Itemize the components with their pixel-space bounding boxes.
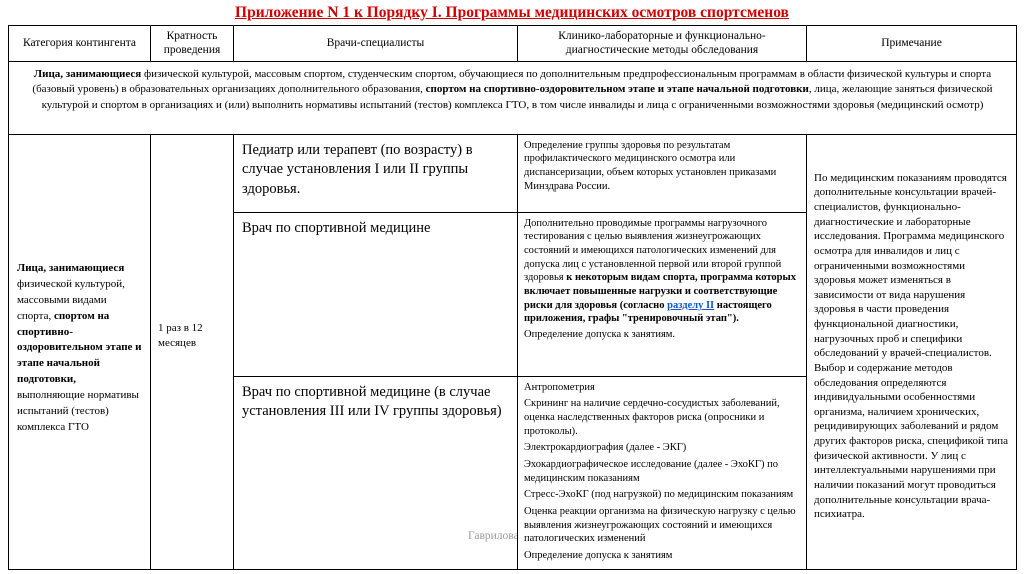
methods-cell-b — [518, 212, 807, 376]
method-item: Электрокардиография (далее - ЭКГ) — [524, 442, 687, 454]
page-title-text: Приложение N 1 к Порядку I. Программы медицинских осмотров спортсменов — [235, 4, 789, 21]
header-category: Категория контингента — [9, 26, 151, 62]
frequency-cell: 1 раз в 12 месяцев — [151, 134, 234, 570]
header-frequency: Кратность проведения — [151, 26, 234, 62]
header-methods: Клинико-лабораторные и функционально-диагностические методы обследования — [518, 26, 807, 62]
methods-b-text: Дополнительно проводимые программы нагрузочного тестирования с целью выявления жизнеугрожающих состояний и имеющихся патологических изменений для допуска лиц с установленной первой или второй группой здоровья к некоторым видам спорта, программа которых включает повышенные нагрузки и соответствующие риски для здоровья (согласно разделу II настоящего приложения, графы "тренировочный этап"). — [524, 217, 796, 325]
header-note: Примечание — [807, 26, 1017, 62]
note-cell: По медицинским показаниям проводятся дополнительные консультации врачей-специалистов, функционально-диагностические и лабораторные исследования. Программа медицинского осмотра для инвалидов и лиц с ограниченными возможностями здоровья может изменяться в зависимости от вида нарушения здоровья в части проведения функциональной диагностики, нагрузочных проб и специфики обследований у врачей-специалистов. Выбор и содержание методов обследования определяются индивидуальными особенностями организма, наличием хронических, рецидивирующих заболеваний и рядом других факторов риска, спецификой типа физической активности. У лиц с интеллектуальными нарушениями при наличии показаний могут проводиться дополнительные консультации врача-психиатра. — [807, 134, 1017, 570]
method-item: Антропометрия — [524, 381, 595, 393]
methods-b-footer: Определение допуска к занятиям. — [524, 328, 676, 340]
method-item: Оценка реакции организма на физическую нагрузку с целью выявления жизнеугрожающих состояний и имеющихся патологических изменений — [524, 505, 796, 545]
methods-cell-a: Определение группы здоровья по результатам профилактического медицинского осмотра или диспансеризации, объем которых установлен приказами Минздрава России. — [518, 134, 807, 212]
header-specialists: Врачи-специалисты — [234, 26, 518, 62]
watermark: Гаврилова — [468, 530, 519, 542]
section-row — [9, 61, 1017, 134]
method-item: Эхокардиографическое исследование (далее - ЭхоКГ) по медицинским показаниям — [524, 458, 778, 484]
specialist-cell-b: Врач по спортивной медицине — [234, 212, 518, 376]
category-cell: Лица, занимающиеся физической культурой, массовыми видами спорта, спортом на спортивно-оздоровительном этапе и этапе начальной подготовки, выполняющие нормативы испытаний (тестов) комплекса ГТО — [9, 134, 151, 570]
section-ii-link[interactable]: разделу II — [667, 299, 715, 311]
specialist-cell-a: Педиатр или терапевт (по возрасту) в случае установления I или II группы здоровья. — [234, 134, 518, 212]
medical-programs-table — [8, 25, 1017, 570]
method-item: Определение допуска к занятиям — [524, 549, 673, 561]
specialist-cell-c: Врач по спортивной медицине (в случае установления III или IV группы здоровья) — [234, 376, 518, 570]
page-title — [0, 0, 1024, 22]
table-row — [9, 134, 1017, 212]
methods-cell-c — [518, 376, 807, 570]
method-item: Стресс-ЭхоКГ (под нагрузкой) по медицинским показаниям — [524, 489, 794, 501]
section-description: Лица, занимающиеся физической культурой, массовым спортом, студенческим спортом, обучающиеся по дополнительным предпрофессиональным программам в области физической культуры и спорта (базовый уровень) в образовательных организациях дополнительного образования, спортом на спортивно-оздоровительном этапе и этапе начальной подготовки, лица, желающие заняться физической культурой и спортом в организациях и (или) выполнить нормативы испытаний (тестов) комплекса ГТО, в том числе инвалиды и лица с ограниченными возможностями здоровья (медицинский осмотр) — [9, 61, 1017, 134]
method-item: Скрининг на наличие сердечно-сосудистых заболеваний, оценка наследственных факторов риска (опросники и протоколы). — [524, 398, 780, 437]
header-row — [9, 26, 1017, 62]
